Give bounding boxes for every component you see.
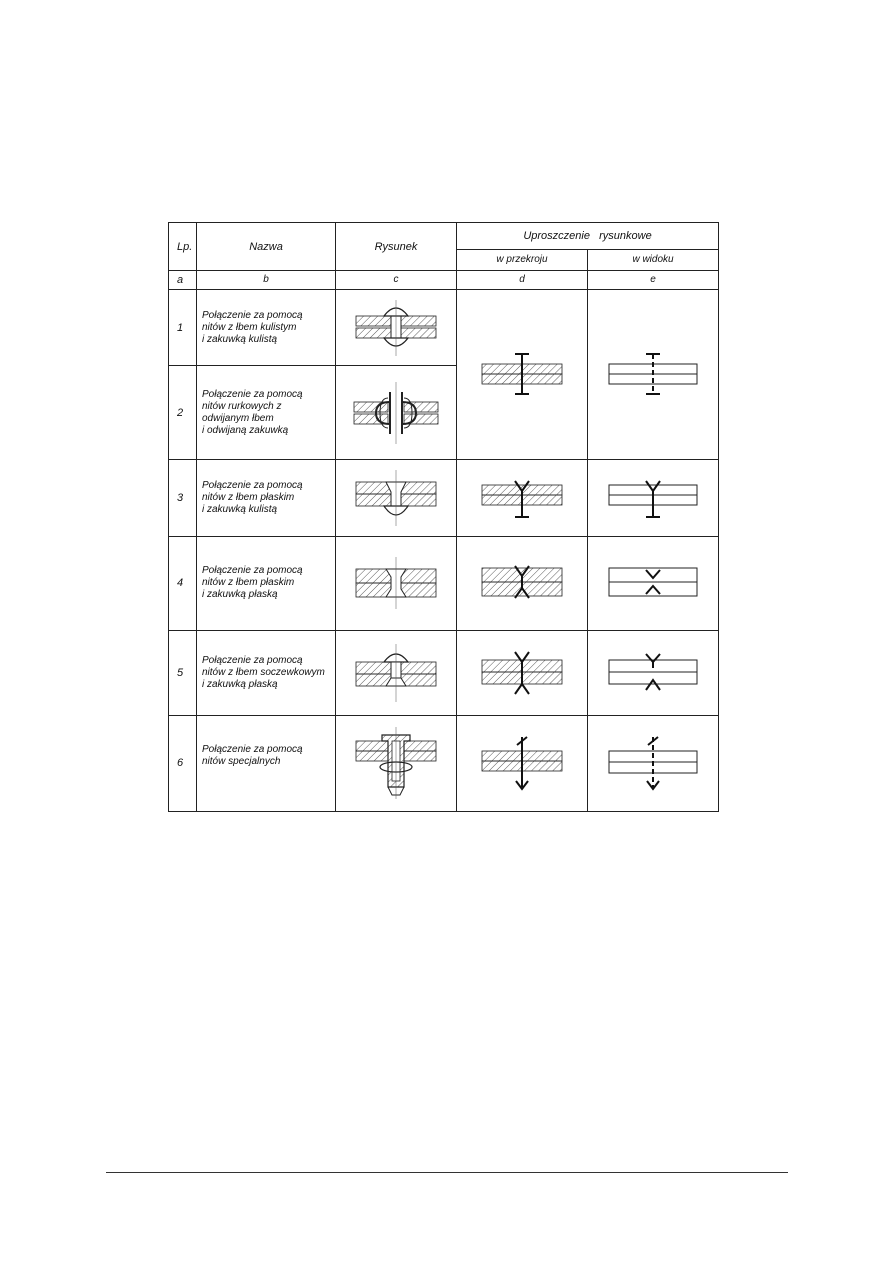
row-1-drawing <box>336 290 457 366</box>
row-5-drawing <box>336 630 457 715</box>
view-symbol-3 <box>603 473 703 523</box>
row-1-2-section-symbol <box>457 290 588 460</box>
section-symbol-5 <box>472 648 572 698</box>
rivet-drawing-2 <box>346 380 446 446</box>
rivet-drawing-1 <box>346 298 446 358</box>
row-3-section-symbol <box>457 460 588 536</box>
row-2-drawing <box>336 366 457 460</box>
row-4-drawing <box>336 536 457 630</box>
row-2-lp: 2 <box>169 366 197 460</box>
row-1-name: Połączenie za pomocą nitów z łbem kulistym i zakuwką kulistą <box>197 290 336 366</box>
row-1-2-view-symbol <box>588 290 719 460</box>
rivet-drawing-3 <box>346 468 446 528</box>
row-5-name: Połączenie za pomocą nitów z łbem soczewkowym i zakuwką płaską <box>197 630 336 715</box>
col-letter-d: d <box>457 271 588 290</box>
section-symbol-4 <box>472 558 572 608</box>
row-3-drawing <box>336 460 457 536</box>
row-4-view-symbol <box>588 536 719 630</box>
row-6-drawing <box>336 715 457 811</box>
row-4-name: Połączenie za pomocą nitów z łbem płaskim i zakuwką płaską <box>197 536 336 630</box>
row-4-lp: 4 <box>169 536 197 630</box>
section-symbol-1 <box>472 350 572 400</box>
section-symbol-3 <box>472 473 572 523</box>
header-simplification: Uproszczenie rysunkowe <box>457 223 719 250</box>
row-1-lp: 1 <box>169 290 197 366</box>
header-name: Nazwa <box>197 223 336 271</box>
header-drawing: Rysunek <box>336 223 457 271</box>
row-5-section-symbol <box>457 630 588 715</box>
view-symbol-4 <box>603 558 703 608</box>
row-6-view-symbol <box>588 715 719 811</box>
section-symbol-6 <box>472 731 572 795</box>
col-letter-e: e <box>588 271 719 290</box>
col-letter-c: c <box>336 271 457 290</box>
view-symbol-6 <box>603 731 703 795</box>
view-symbol-5 <box>603 648 703 698</box>
row-5-lp: 5 <box>169 630 197 715</box>
rivet-drawing-4 <box>346 553 446 613</box>
header-in-view: w widoku <box>588 250 719 271</box>
header-in-section: w przekroju <box>457 250 588 271</box>
footer-rule <box>106 1172 788 1173</box>
view-symbol-1 <box>603 350 703 400</box>
row-6-section-symbol <box>457 715 588 811</box>
row-6-lp: 6 <box>169 715 197 811</box>
row-6-name: Połączenie za pomocą nitów specjalnych <box>197 715 336 811</box>
row-3-view-symbol <box>588 460 719 536</box>
row-5-view-symbol <box>588 630 719 715</box>
row-3-lp: 3 <box>169 460 197 536</box>
col-letter-b: b <box>197 271 336 290</box>
row-3-name: Połączenie za pomocą nitów z łbem płaskim i zakuwką kulistą <box>197 460 336 536</box>
col-letter-a: a <box>169 271 197 290</box>
rivet-joints-table <box>168 222 719 812</box>
row-2-name: Połączenie za pomocą nitów rurkowych z odwijanym łbem i odwijaną zakuwką <box>197 366 336 460</box>
rivet-drawing-6 <box>346 725 446 801</box>
row-4-section-symbol <box>457 536 588 630</box>
header-lp: Lp. <box>169 223 197 271</box>
rivet-drawing-5 <box>346 642 446 704</box>
